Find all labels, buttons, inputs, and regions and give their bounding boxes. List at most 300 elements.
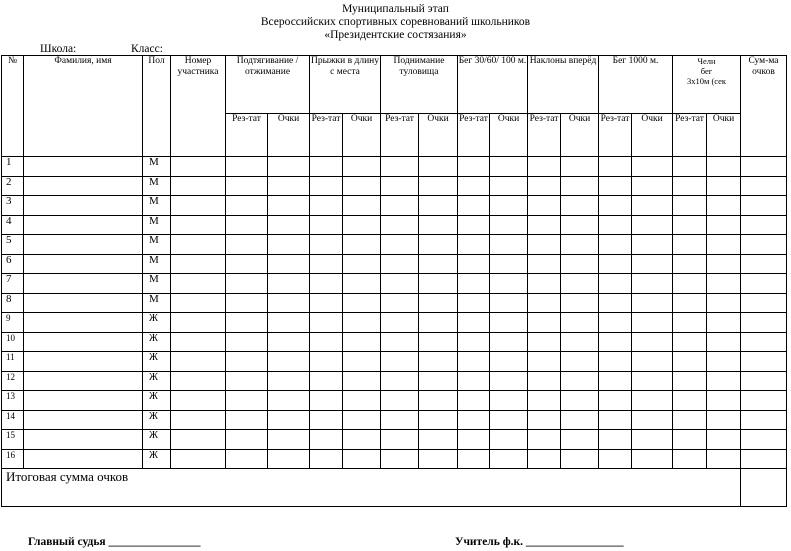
entry-cell[interactable] [561,293,599,313]
entry-cell[interactable] [381,332,419,352]
entry-cell[interactable] [673,410,707,430]
table-row [2,293,787,313]
entry-cell[interactable] [310,274,343,294]
entry-cell[interactable] [673,157,707,177]
entry-cell[interactable] [632,235,673,255]
entry-cell[interactable] [419,235,458,255]
entry-cell[interactable] [599,332,632,352]
entry-cell[interactable] [419,352,458,372]
entry-cell[interactable] [419,176,458,196]
entry-cell[interactable] [381,391,419,411]
entry-cell[interactable] [490,391,528,411]
name-cell[interactable] [24,449,143,469]
sex-cell: Ж [143,371,171,391]
sub-res-1: Рез-тат [226,114,268,157]
entry-cell[interactable] [310,371,343,391]
entry-cell[interactable] [343,391,381,411]
entry-cell[interactable] [741,176,787,196]
entry-cell[interactable] [528,391,561,411]
entry-cell[interactable] [458,371,490,391]
entry-cell[interactable] [310,196,343,216]
entry-cell[interactable] [458,254,490,274]
entry-cell[interactable] [528,254,561,274]
entry-cell[interactable] [343,157,381,177]
entry-cell[interactable] [528,196,561,216]
entry-cell[interactable] [632,449,673,469]
entry-cell[interactable] [599,313,632,333]
entry-cell[interactable] [419,410,458,430]
entry-cell[interactable] [310,157,343,177]
entry-cell[interactable] [381,215,419,235]
entry-cell[interactable] [490,332,528,352]
entry-cell[interactable] [599,449,632,469]
entry-cell[interactable] [741,293,787,313]
name-cell[interactable] [24,196,143,216]
entry-cell[interactable] [268,449,310,469]
entry-cell[interactable] [343,274,381,294]
entry-cell[interactable] [561,157,599,177]
entry-cell[interactable] [226,449,268,469]
entry-cell[interactable] [632,176,673,196]
entry-cell[interactable] [268,274,310,294]
entry-cell[interactable] [226,235,268,255]
name-cell[interactable] [24,254,143,274]
entry-cell[interactable] [268,313,310,333]
entry-cell[interactable] [419,449,458,469]
entry-cell[interactable] [599,352,632,372]
entry-cell[interactable] [310,215,343,235]
entry-cell[interactable] [381,313,419,333]
entry-cell[interactable] [343,235,381,255]
entry-cell[interactable] [226,391,268,411]
entry-cell[interactable] [419,371,458,391]
entry-cell[interactable] [171,196,226,216]
entry-cell[interactable] [741,430,787,450]
sex-cell: Ж [143,332,171,352]
entry-cell[interactable] [741,371,787,391]
entry-cell[interactable] [599,430,632,450]
entry-cell[interactable] [226,274,268,294]
entry-cell[interactable] [458,313,490,333]
entry-cell[interactable] [226,430,268,450]
entry-cell[interactable] [707,410,741,430]
entry-cell[interactable] [632,215,673,235]
entry-cell[interactable] [561,176,599,196]
entry-cell[interactable] [381,235,419,255]
entry-cell[interactable] [741,196,787,216]
entry-cell[interactable] [419,157,458,177]
entry-cell[interactable] [381,430,419,450]
entry-cell[interactable] [707,254,741,274]
entry-cell[interactable] [490,430,528,450]
table-row [2,176,787,196]
entry-cell[interactable] [381,274,419,294]
entry-cell[interactable] [561,371,599,391]
entry-cell[interactable] [673,449,707,469]
entry-cell[interactable] [171,215,226,235]
entry-cell[interactable] [268,391,310,411]
entry-cell[interactable] [343,293,381,313]
entry-cell[interactable] [343,410,381,430]
entry-cell[interactable] [707,176,741,196]
entry-cell[interactable] [561,274,599,294]
entry-cell[interactable] [673,391,707,411]
entry-cell[interactable] [310,410,343,430]
entry-cell[interactable] [599,254,632,274]
entry-cell[interactable] [490,254,528,274]
name-cell[interactable] [24,430,143,450]
entry-cell[interactable] [490,371,528,391]
entry-cell[interactable] [632,293,673,313]
col-run30-header: Бег 30/60/ 100 м. [458,56,528,114]
entry-cell[interactable] [458,215,490,235]
entry-cell[interactable] [490,352,528,372]
entry-cell[interactable] [673,215,707,235]
entry-cell[interactable] [310,391,343,411]
entry-cell[interactable] [226,352,268,372]
entry-cell[interactable] [632,254,673,274]
entry-cell[interactable] [707,352,741,372]
entry-cell[interactable] [268,430,310,450]
entry-cell[interactable] [528,352,561,372]
entry-cell[interactable] [673,313,707,333]
entry-cell[interactable] [268,352,310,372]
entry-cell[interactable] [490,410,528,430]
name-cell[interactable] [24,293,143,313]
entry-cell[interactable] [707,215,741,235]
entry-cell[interactable] [599,274,632,294]
entry-cell[interactable] [673,176,707,196]
entry-cell[interactable] [673,293,707,313]
entry-cell[interactable] [528,430,561,450]
name-cell[interactable] [24,157,143,177]
entry-cell[interactable] [490,235,528,255]
entry-cell[interactable] [707,157,741,177]
entry-cell[interactable] [528,410,561,430]
entry-cell[interactable] [381,410,419,430]
entry-cell[interactable] [171,410,226,430]
entry-cell[interactable] [741,215,787,235]
name-cell[interactable] [24,371,143,391]
col-num-header: № [2,56,24,157]
entry-cell[interactable] [381,371,419,391]
entry-cell[interactable] [226,332,268,352]
entry-cell[interactable] [528,235,561,255]
entry-cell[interactable] [268,176,310,196]
entry-cell[interactable] [741,332,787,352]
entry-cell[interactable] [226,293,268,313]
name-cell[interactable] [24,176,143,196]
entry-cell[interactable] [528,293,561,313]
entry-cell[interactable] [419,293,458,313]
entry-cell[interactable] [171,391,226,411]
entry-cell[interactable] [310,176,343,196]
entry-cell[interactable] [268,293,310,313]
entry-cell[interactable] [490,274,528,294]
total-sum-cell[interactable] [741,469,787,507]
entry-cell[interactable] [226,215,268,235]
entry-cell[interactable] [673,352,707,372]
entry-cell[interactable] [707,449,741,469]
entry-cell[interactable] [632,313,673,333]
entry-cell[interactable] [419,332,458,352]
shuttle-line-2: бег [700,66,713,76]
entry-cell[interactable] [673,196,707,216]
entry-cell[interactable] [381,352,419,372]
entry-cell[interactable] [171,157,226,177]
entry-cell[interactable] [528,371,561,391]
entry-cell[interactable] [561,332,599,352]
entry-cell[interactable] [528,332,561,352]
entry-cell[interactable] [632,430,673,450]
entry-cell[interactable] [458,391,490,411]
entry-cell[interactable] [268,254,310,274]
entry-cell[interactable] [171,430,226,450]
entry-cell[interactable] [741,352,787,372]
entry-cell[interactable] [226,196,268,216]
entry-cell[interactable] [343,449,381,469]
entry-cell[interactable] [707,332,741,352]
entry-cell[interactable] [599,371,632,391]
entry-cell[interactable] [419,196,458,216]
row-number: 14 [2,410,24,430]
entry-cell[interactable] [561,196,599,216]
row-number: 10 [2,332,24,352]
entry-cell[interactable] [561,313,599,333]
entry-cell[interactable] [599,391,632,411]
entry-cell[interactable] [171,293,226,313]
entry-cell[interactable] [381,254,419,274]
entry-cell[interactable] [458,293,490,313]
entry-cell[interactable] [528,215,561,235]
entry-cell[interactable] [458,352,490,372]
entry-cell[interactable] [673,254,707,274]
table-row [2,332,787,352]
entry-cell[interactable] [599,410,632,430]
name-cell[interactable] [24,410,143,430]
entry-cell[interactable] [632,157,673,177]
entry-cell[interactable] [490,215,528,235]
name-cell[interactable] [24,215,143,235]
entry-cell[interactable] [310,449,343,469]
entry-cell[interactable] [632,371,673,391]
entry-cell[interactable] [528,313,561,333]
entry-cell[interactable] [707,371,741,391]
entry-cell[interactable] [343,176,381,196]
entry-cell[interactable] [171,313,226,333]
entry-cell[interactable] [226,410,268,430]
table-row [2,196,787,216]
entry-cell[interactable] [171,371,226,391]
name-cell[interactable] [24,332,143,352]
entry-cell[interactable] [741,391,787,411]
sub-pts-7: Очки [707,114,741,157]
entry-cell[interactable] [528,274,561,294]
entry-cell[interactable] [632,332,673,352]
entry-cell[interactable] [343,352,381,372]
sub-res-7: Рез-тат [673,114,707,157]
entry-cell[interactable] [419,391,458,411]
entry-cell[interactable] [268,332,310,352]
entry-cell[interactable] [419,254,458,274]
entry-cell[interactable] [673,371,707,391]
sex-cell: Ж [143,449,171,469]
entry-cell[interactable] [599,157,632,177]
entry-cell[interactable] [528,176,561,196]
entry-cell[interactable] [707,391,741,411]
col-pullups-header: Подтягивание / отжимание [226,56,310,114]
entry-cell[interactable] [381,293,419,313]
entry-cell[interactable] [419,215,458,235]
entry-cell[interactable] [490,196,528,216]
entry-cell[interactable] [632,391,673,411]
entry-cell[interactable] [599,235,632,255]
entry-cell[interactable] [707,293,741,313]
entry-cell[interactable] [171,254,226,274]
entry-cell[interactable] [741,313,787,333]
entry-cell[interactable] [268,157,310,177]
entry-cell[interactable] [419,274,458,294]
entry-cell[interactable] [171,352,226,372]
name-cell[interactable] [24,391,143,411]
entry-cell[interactable] [741,274,787,294]
entry-cell[interactable] [707,430,741,450]
entry-cell[interactable] [268,410,310,430]
entry-cell[interactable] [741,254,787,274]
entry-cell[interactable] [599,293,632,313]
entry-cell[interactable] [707,196,741,216]
entry-cell[interactable] [171,235,226,255]
entry-cell[interactable] [707,313,741,333]
entry-cell[interactable] [226,254,268,274]
row-number: 13 [2,391,24,411]
entry-cell[interactable] [310,313,343,333]
entry-cell[interactable] [226,313,268,333]
entry-cell[interactable] [458,332,490,352]
name-cell[interactable] [24,313,143,333]
entry-cell[interactable] [561,391,599,411]
entry-cell[interactable] [171,176,226,196]
name-cell[interactable] [24,352,143,372]
entry-cell[interactable] [458,176,490,196]
entry-cell[interactable] [310,332,343,352]
entry-cell[interactable] [381,157,419,177]
entry-cell[interactable] [310,430,343,450]
entry-cell[interactable] [632,196,673,216]
entry-cell[interactable] [171,449,226,469]
col-run1000-header: Бег 1000 м. [599,56,673,114]
entry-cell[interactable] [490,293,528,313]
entry-cell[interactable] [741,410,787,430]
table-row [2,313,787,333]
entry-cell[interactable] [673,332,707,352]
entry-cell[interactable] [490,449,528,469]
entry-cell[interactable] [343,332,381,352]
entry-cell[interactable] [673,274,707,294]
entry-cell[interactable] [343,196,381,216]
entry-cell[interactable] [171,274,226,294]
entry-cell[interactable] [226,176,268,196]
entry-cell[interactable] [381,196,419,216]
entry-cell[interactable] [268,196,310,216]
entry-cell[interactable] [599,176,632,196]
entry-cell[interactable] [632,352,673,372]
entry-cell[interactable] [343,430,381,450]
entry-cell[interactable] [310,254,343,274]
entry-cell[interactable] [343,313,381,333]
entry-cell[interactable] [632,410,673,430]
entry-cell[interactable] [707,235,741,255]
sex-cell: М [143,274,171,294]
entry-cell[interactable] [458,430,490,450]
entry-cell[interactable] [343,254,381,274]
entry-cell[interactable] [458,410,490,430]
shuttle-line-3: 3х10м (сек [686,76,727,86]
entry-cell[interactable] [458,274,490,294]
entry-cell[interactable] [561,449,599,469]
entry-cell[interactable] [528,157,561,177]
entry-cell[interactable] [310,235,343,255]
entry-cell[interactable] [490,157,528,177]
entry-cell[interactable] [419,430,458,450]
entry-cell[interactable] [458,196,490,216]
entry-cell[interactable] [268,215,310,235]
entry-cell[interactable] [343,215,381,235]
entry-cell[interactable] [707,274,741,294]
entry-cell[interactable] [268,235,310,255]
entry-cell[interactable] [599,196,632,216]
entry-cell[interactable] [673,430,707,450]
entry-cell[interactable] [673,235,707,255]
entry-cell[interactable] [490,176,528,196]
col-name-header: Фамилия, имя [24,56,143,157]
entry-cell[interactable] [419,313,458,333]
entry-cell[interactable] [561,410,599,430]
entry-cell[interactable] [343,371,381,391]
entry-cell[interactable] [226,157,268,177]
entry-cell[interactable] [741,157,787,177]
row-number: 6 [2,254,24,274]
entry-cell[interactable] [490,313,528,333]
entry-cell[interactable] [226,371,268,391]
entry-cell[interactable] [561,215,599,235]
entry-cell[interactable] [599,215,632,235]
entry-cell[interactable] [561,430,599,450]
class-label: Класс: [131,43,163,55]
entry-cell[interactable] [310,352,343,372]
entry-cell[interactable] [310,293,343,313]
entry-cell[interactable] [171,332,226,352]
entry-cell[interactable] [381,449,419,469]
entry-cell[interactable] [632,274,673,294]
entry-cell[interactable] [268,371,310,391]
entry-cell[interactable] [561,235,599,255]
entry-cell[interactable] [741,235,787,255]
col-participant-header: Номер участника [171,56,226,157]
sex-cell: Ж [143,430,171,450]
entry-cell[interactable] [528,449,561,469]
entry-cell[interactable] [381,176,419,196]
entry-cell[interactable] [561,352,599,372]
table-row [2,410,787,430]
entry-cell[interactable] [458,449,490,469]
name-cell[interactable] [24,235,143,255]
entry-cell[interactable] [458,157,490,177]
entry-cell[interactable] [561,254,599,274]
entry-cell[interactable] [458,235,490,255]
entry-cell[interactable] [741,449,787,469]
name-cell[interactable] [24,274,143,294]
